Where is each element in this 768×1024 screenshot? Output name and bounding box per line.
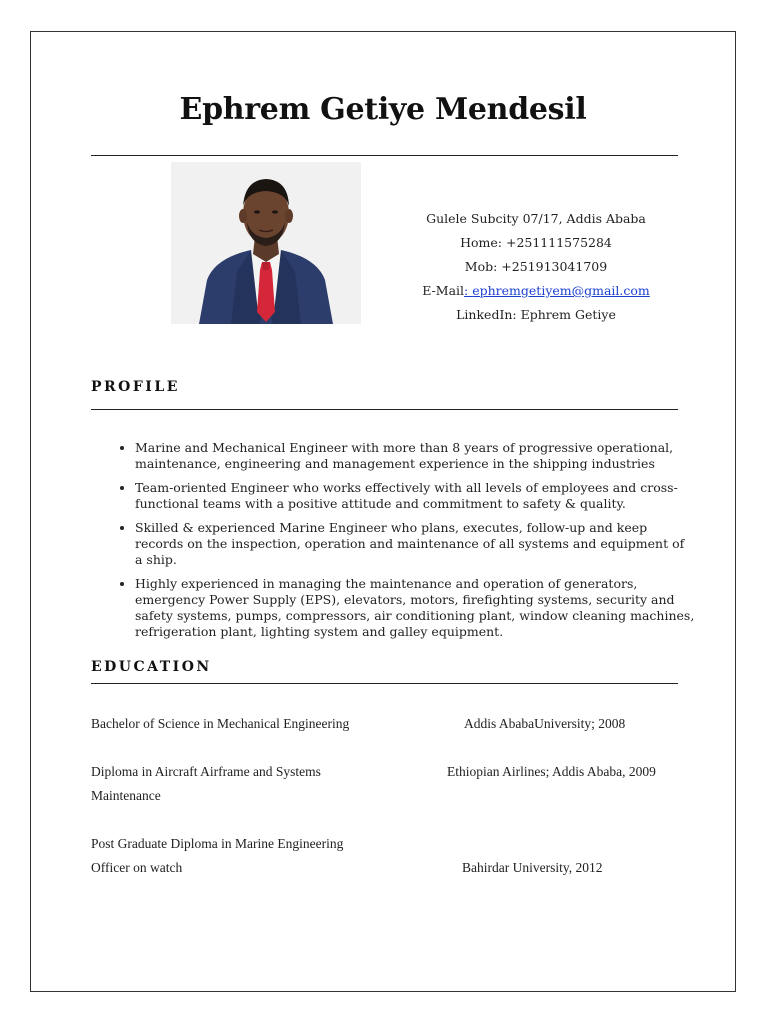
profile-photo-image (171, 162, 361, 324)
contact-block (411, 207, 661, 327)
education-heading: EDUCATION (91, 659, 212, 675)
address-text: Gulele Subcity 07/17, Addis Ababa (426, 211, 646, 226)
profile-photo (171, 162, 361, 324)
email-separator: : (464, 283, 473, 298)
degree-text: Post Graduate Diploma in Marine Engineering Officer on watch (91, 836, 344, 875)
institution-text: Addis AbabaUniversity; 2008 (464, 716, 626, 731)
degree-text: Diploma in Aircraft Airframe and Systems Maintenance (91, 764, 321, 803)
list-item: • Skilled & experienced Marine Engineer who plans, executes, follow-up and keep records on the inspection, operation and maintenance of all systems and equipment of a ship. (135, 520, 695, 568)
name-divider (91, 155, 678, 156)
email-link[interactable]: ephremgetiyem@gmail.com (472, 283, 650, 298)
list-item: • Team-oriented Engineer who works effectively with all levels of employees and cross-functional teams with a positive attitude and commitment to safety & quality. (135, 480, 695, 512)
profile-list (113, 440, 695, 648)
profile-divider (91, 409, 678, 410)
degree-text: Bachelor of Science in Mechanical Engineering (91, 716, 350, 731)
resume-name: Ephrem Getiye Mendesil (179, 92, 587, 127)
home-phone-text: Home: +251111575284 (460, 235, 612, 250)
linkedin-text: LinkedIn: Ephrem Getiye (456, 307, 616, 322)
list-item: • Highly experienced in managing the maintenance and operation of generators, emergency Power Supply (EPS), elevators, motors, firefighting systems, security and safety systems, pumps, compressors, air conditioning plant, window cleaning machines, refrigeration plant, lighting system and galley equipment. (135, 576, 695, 640)
profile-heading: PROFILE (91, 379, 180, 395)
list-item: • Marine and Mechanical Engineer with more than 8 years of progressive operational, maintenance, engineering and management experience in the shipping industries (135, 440, 695, 472)
institution-text: Ethiopian Airlines; Addis Ababa, 2009 (447, 764, 656, 779)
email-line (411, 279, 661, 303)
education-divider (91, 683, 678, 684)
resume-page (30, 31, 736, 992)
email-label: E-Mail (422, 283, 465, 298)
mobile-phone-text: Mob: +251913041709 (464, 259, 608, 274)
institution-text: Bahirdar University, 2012 (462, 860, 603, 875)
